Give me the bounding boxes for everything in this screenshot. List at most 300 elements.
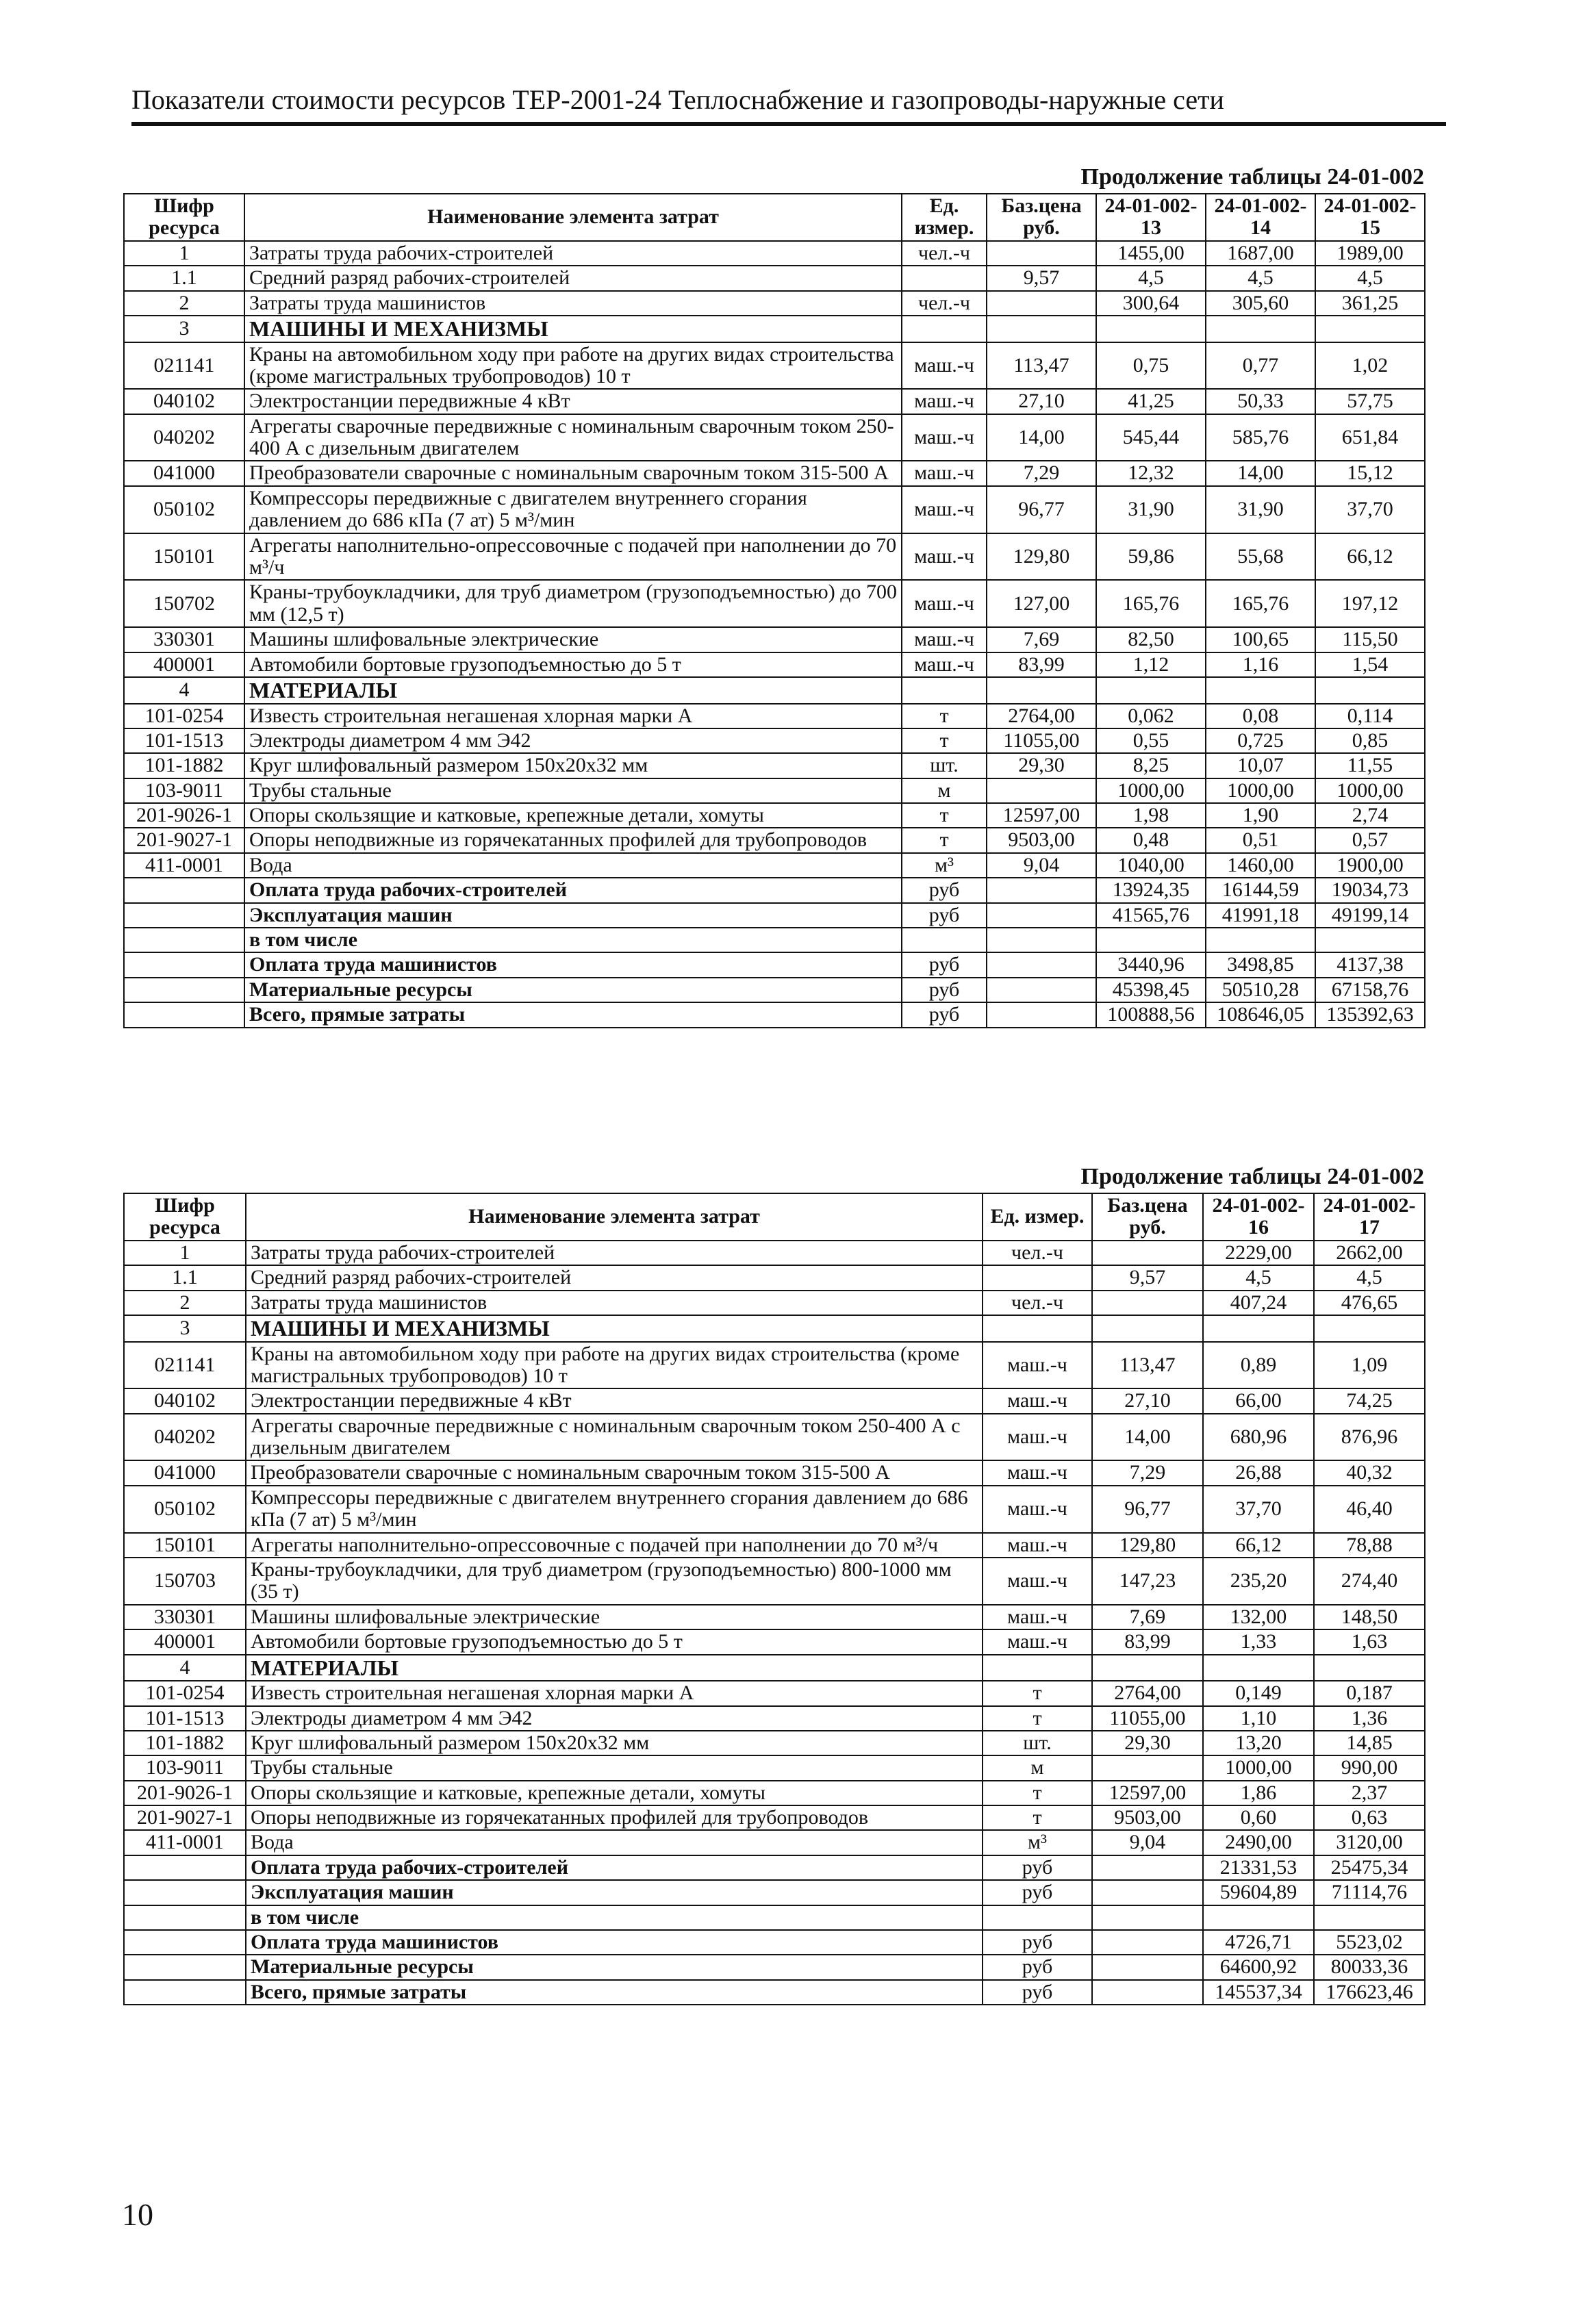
base-price-cell [987,291,1096,316]
value-cell: 176623,46 [1314,1980,1425,2005]
value-cell: 4,5 [1206,266,1315,290]
table-row [124,728,1425,753]
unit-cell [983,1315,1092,1342]
resource-code-cell [124,1955,246,1979]
cost-element-name-cell: Электростанции передвижные 4 кВт [246,1388,983,1413]
table-row [124,291,1425,316]
base-price-cell: 29,30 [1092,1731,1203,1755]
resource-code-cell: 101-0254 [124,704,244,728]
unit-cell: шт. [902,753,987,778]
resource-code-cell: 101-1513 [124,728,244,753]
table-row [124,389,1425,414]
value-cell [1203,1655,1314,1681]
cost-element-name-cell: Машины шлифовальные электрические [244,627,902,652]
value-cell: 78,88 [1314,1533,1425,1558]
value-cell [1315,677,1425,704]
base-price-cell [987,778,1096,803]
cost-element-name-cell: Краны-трубоукладчики, для труб диаметром (грузоподъемностью) 800-1000 мм (35 т) [246,1558,983,1605]
table-row [124,1905,1425,1930]
unit-cell: маш.-ч [983,1558,1092,1605]
resource-code-cell: 150101 [124,1533,246,1558]
table-row [124,1955,1425,1979]
value-cell: 0,55 [1096,728,1206,753]
base-price-cell: 96,77 [1092,1486,1203,1533]
resource-code-cell: 021141 [124,1342,246,1389]
table-row [124,828,1425,852]
unit-cell: чел.-ч [983,1291,1092,1315]
value-cell: 14,00 [1206,461,1315,485]
unit-cell: маш.-ч [902,461,987,485]
table-row [124,978,1425,1002]
base-price-cell: 9503,00 [987,828,1096,852]
value-cell: 59604,89 [1203,1880,1314,1905]
value-cell: 82,50 [1096,627,1206,652]
column-header: 24-01-002-13 [1096,194,1206,241]
cost-element-name-cell: Оплата труда рабочих-строителей [246,1855,983,1880]
base-price-cell [987,316,1096,342]
value-cell: 0,63 [1314,1805,1425,1830]
base-price-cell: 27,10 [987,389,1096,414]
value-cell: 41991,18 [1206,903,1315,928]
value-cell: 1,90 [1206,803,1315,828]
resource-code-cell: 101-1882 [124,1731,246,1755]
value-cell: 37,70 [1203,1486,1314,1533]
resource-code-cell: 4 [124,1655,246,1681]
base-price-cell [987,952,1096,977]
unit-cell: маш.-ч [983,1342,1092,1389]
resource-code-cell [124,1930,246,1955]
unit-cell: руб [983,1930,1092,1955]
resource-code-cell: 040202 [124,1414,246,1461]
table-header-row [124,1193,1425,1241]
page-number: 10 [122,2197,153,2232]
unit-cell: чел.-ч [983,1241,1092,1265]
table-row [124,952,1425,977]
resource-code-cell [124,1002,244,1027]
table-row [124,1388,1425,1413]
table-row [124,1460,1425,1485]
cost-element-name-cell: в том числе [246,1905,983,1930]
value-cell: 3440,96 [1096,952,1206,977]
cost-element-name-cell: Затраты труда рабочих-строителей [244,241,902,266]
unit-cell [902,266,987,290]
value-cell [1206,928,1315,952]
unit-cell: руб [983,1955,1092,1979]
table-row [124,627,1425,652]
table-row [124,803,1425,828]
resource-code-cell: 1.1 [124,1265,246,1290]
value-cell: 0,85 [1315,728,1425,753]
unit-cell: маш.-ч [983,1388,1092,1413]
table1-caption: Продолжение таблицы 24-01-002 [1080,164,1424,190]
value-cell: 680,96 [1203,1414,1314,1461]
base-price-cell: 14,00 [987,414,1096,461]
value-cell: 1455,00 [1096,241,1206,266]
value-cell: 13924,35 [1096,878,1206,902]
value-cell: 57,75 [1315,389,1425,414]
resource-code-cell: 2 [124,1291,246,1315]
table-row [124,1681,1425,1705]
unit-cell: шт. [983,1731,1092,1755]
cost-element-name-cell: Затраты труда рабочих-строителей [246,1241,983,1265]
resource-code-cell: 4 [124,677,244,704]
value-cell: 300,64 [1096,291,1206,316]
unit-cell: т [983,1681,1092,1705]
value-cell: 16144,59 [1206,878,1315,902]
table-row [124,1655,1425,1681]
table-row [124,1342,1425,1389]
cost-element-name-cell: Машины шлифовальные электрические [246,1605,983,1629]
unit-cell: маш.-ч [983,1460,1092,1485]
unit-cell: т [902,828,987,852]
resource-code-cell: 1 [124,241,244,266]
cost-element-name-cell: Круг шлифовальный размером 150х20х32 мм [244,753,902,778]
table-row [124,1414,1425,1461]
resource-code-cell: 400001 [124,652,244,677]
resource-code-cell [124,1855,246,1880]
value-cell [1206,677,1315,704]
cost-element-name-cell: Известь строительная негашеная хлорная марки А [246,1681,983,1705]
value-cell: 0,77 [1206,342,1315,390]
value-cell [1203,1905,1314,1930]
unit-cell: маш.-ч [902,414,987,461]
column-header: Шифр ресурса [124,1193,246,1241]
resource-code-cell: 040202 [124,414,244,461]
value-cell: 0,75 [1096,342,1206,390]
resource-code-cell [124,878,244,902]
cost-element-name-cell: Оплата труда машинистов [246,1930,983,1955]
unit-cell: т [983,1781,1092,1805]
cost-element-name-cell: Всего, прямые затраты [244,1002,902,1027]
value-cell: 0,08 [1206,704,1315,728]
value-cell [1315,928,1425,952]
table-row [124,414,1425,461]
unit-cell: т [983,1706,1092,1731]
value-cell: 31,90 [1096,486,1206,533]
unit-cell: т [983,1805,1092,1830]
base-price-cell: 2764,00 [987,704,1096,728]
cost-table-1 [123,193,1426,1028]
column-header: 24-01-002-16 [1203,1193,1314,1241]
value-cell: 66,12 [1315,533,1425,581]
base-price-cell: 14,00 [1092,1414,1203,1461]
column-header: 24-01-002-17 [1314,1193,1425,1241]
resource-code-cell: 041000 [124,461,244,485]
table-row [124,1533,1425,1558]
resource-code-cell: 103-9011 [124,1755,246,1780]
value-cell: 165,76 [1096,580,1206,627]
base-price-cell [1092,1880,1203,1905]
cost-element-name-cell: Круг шлифовальный размером 150х20х32 мм [246,1731,983,1755]
resource-code-cell: 400001 [124,1629,246,1654]
cost-element-name-cell: Затраты труда машинистов [244,291,902,316]
cost-element-name-cell: Материальные ресурсы [246,1955,983,1979]
value-cell: 13,20 [1203,1731,1314,1755]
value-cell: 876,96 [1314,1414,1425,1461]
value-cell: 1687,00 [1206,241,1315,266]
value-cell: 585,76 [1206,414,1315,461]
table-row [124,1755,1425,1780]
value-cell [1096,677,1206,704]
resource-code-cell [124,1905,246,1930]
resource-code-cell: 201-9026-1 [124,1781,246,1805]
value-cell: 0,51 [1206,828,1315,852]
value-cell: 1000,00 [1203,1755,1314,1780]
table-row [124,1706,1425,1731]
cost-element-name-cell: Затраты труда машинистов [246,1291,983,1315]
value-cell: 1,16 [1206,652,1315,677]
value-cell: 407,24 [1203,1291,1314,1315]
value-cell: 1460,00 [1206,853,1315,878]
resource-code-cell: 150101 [124,533,244,581]
unit-cell: маш.-ч [983,1533,1092,1558]
value-cell: 2490,00 [1203,1830,1314,1855]
page-header: Показатели стоимости ресурсов ТЕР-2001-24 Теплоснабжение и газопроводы-наружные сети [131,81,1446,126]
value-cell: 0,114 [1315,704,1425,728]
base-price-cell: 9503,00 [1092,1805,1203,1830]
table-row [124,1930,1425,1955]
cost-element-name-cell: Краны на автомобильном ходу при работе на других видах строительства (кроме магистральных трубопроводов) 10 т [246,1342,983,1389]
cost-element-name-cell: Оплата труда рабочих-строителей [244,878,902,902]
resource-code-cell [124,903,244,928]
value-cell: 361,25 [1315,291,1425,316]
value-cell: 0,57 [1315,828,1425,852]
cost-element-name-cell: Известь строительная негашеная хлорная марки А [244,704,902,728]
unit-cell: руб [902,1002,987,1027]
resource-code-cell: 101-1513 [124,1706,246,1731]
unit-cell: руб [983,1980,1092,2005]
resource-code-cell: 040102 [124,389,244,414]
value-cell: 12,32 [1096,461,1206,485]
value-cell: 274,40 [1314,1558,1425,1605]
base-price-cell: 7,29 [1092,1460,1203,1485]
value-cell: 41565,76 [1096,903,1206,928]
table-row [124,1629,1425,1654]
value-cell: 67158,76 [1315,978,1425,1002]
unit-cell: чел.-ч [902,241,987,266]
unit-cell: маш.-ч [902,533,987,581]
value-cell: 305,60 [1206,291,1315,316]
base-price-cell [1092,1241,1203,1265]
base-price-cell [987,903,1096,928]
base-price-cell: 7,29 [987,461,1096,485]
cost-element-name-cell: Компрессоры передвижные с двигателем внутреннего сгорания давлением до 686 кПа (7 ат) 5 м³/мин [244,486,902,533]
table-row [124,1265,1425,1290]
cost-element-name-cell: Краны на автомобильном ходу при работе на других видах строительства (кроме магистральных трубопроводов) 10 т [244,342,902,390]
value-cell: 37,70 [1315,486,1425,533]
table-row [124,652,1425,677]
base-price-cell: 12597,00 [987,803,1096,828]
base-price-cell [987,928,1096,952]
table-header-row [124,194,1425,241]
value-cell: 71114,76 [1314,1880,1425,1905]
table-row [124,1291,1425,1315]
value-cell [1096,928,1206,952]
value-cell: 1000,00 [1096,778,1206,803]
table-row [124,533,1425,581]
value-cell: 66,12 [1203,1533,1314,1558]
resource-code-cell: 103-9011 [124,778,244,803]
unit-cell: м³ [902,853,987,878]
value-cell: 0,48 [1096,828,1206,852]
column-header: Наименование элемента затрат [244,194,902,241]
unit-cell: маш.-ч [983,1629,1092,1654]
value-cell: 4726,71 [1203,1930,1314,1955]
cost-element-name-cell: Вода [246,1830,983,1855]
resource-code-cell: 411-0001 [124,1830,246,1855]
unit-cell [902,677,987,704]
value-cell: 990,00 [1314,1755,1425,1780]
value-cell [1314,1655,1425,1681]
base-price-cell: 129,80 [1092,1533,1203,1558]
resource-code-cell [124,978,244,1002]
value-cell: 19034,73 [1315,878,1425,902]
unit-cell: т [902,704,987,728]
value-cell: 132,00 [1203,1605,1314,1629]
cost-element-name-cell: Опоры неподвижные из горячекатанных профилей для трубопроводов [246,1805,983,1830]
unit-cell: чел.-ч [902,291,987,316]
cost-element-name-cell: Всего, прямые затраты [246,1980,983,2005]
value-cell: 1040,00 [1096,853,1206,878]
unit-cell: маш.-ч [983,1486,1092,1533]
resource-code-cell: 150703 [124,1558,246,1605]
unit-cell: маш.-ч [902,486,987,533]
table-row [124,1605,1425,1629]
value-cell [1096,316,1206,342]
value-cell: 59,86 [1096,533,1206,581]
cost-element-name-cell: Опоры скользящие и катковые, крепежные детали, хомуты [244,803,902,828]
unit-cell [983,1265,1092,1290]
unit-cell: т [902,728,987,753]
table-row [124,853,1425,878]
value-cell: 145537,34 [1203,1980,1314,2005]
value-cell: 4,5 [1315,266,1425,290]
table-row [124,878,1425,902]
table-row [124,1880,1425,1905]
table-row [124,1315,1425,1342]
unit-cell: м [983,1755,1092,1780]
base-price-cell: 147,23 [1092,1558,1203,1605]
value-cell: 41,25 [1096,389,1206,414]
base-price-cell: 129,80 [987,533,1096,581]
unit-cell: маш.-ч [902,342,987,390]
unit-cell: маш.-ч [983,1605,1092,1629]
value-cell: 1,33 [1203,1629,1314,1654]
resource-code-cell: 150702 [124,580,244,627]
value-cell: 100888,56 [1096,1002,1206,1027]
cost-element-name-cell: Оплата труда машинистов [244,952,902,977]
base-price-cell [1092,1905,1203,1930]
value-cell [1314,1315,1425,1342]
value-cell: 0,725 [1206,728,1315,753]
value-cell: 46,40 [1314,1486,1425,1533]
cost-element-name-cell: Преобразователи сварочные с номинальным сварочным током 315-500 А [244,461,902,485]
value-cell: 0,187 [1314,1681,1425,1705]
table-row [124,1855,1425,1880]
column-header: Ед. измер. [983,1193,1092,1241]
value-cell: 2,37 [1314,1781,1425,1805]
resource-code-cell: 201-9027-1 [124,1805,246,1830]
unit-cell [983,1905,1092,1930]
value-cell [1314,1905,1425,1930]
value-cell: 1,36 [1314,1706,1425,1731]
base-price-cell: 96,77 [987,486,1096,533]
table-body [124,241,1425,1028]
value-cell: 4137,38 [1315,952,1425,977]
value-cell: 1,09 [1314,1342,1425,1389]
table-row [124,241,1425,266]
cost-element-name-cell: Опоры неподвижные из горячекатанных профилей для трубопроводов [244,828,902,852]
base-price-cell [1092,1291,1203,1315]
cost-element-name-cell: Трубы стальные [244,778,902,803]
resource-code-cell: 201-9026-1 [124,803,244,828]
table-row [124,704,1425,728]
value-cell: 31,90 [1206,486,1315,533]
value-cell: 80033,36 [1314,1955,1425,1979]
table-row [124,778,1425,803]
table-row [124,1002,1425,1027]
resource-code-cell: 040102 [124,1388,246,1413]
table-row [124,1781,1425,1805]
base-price-cell: 9,57 [987,266,1096,290]
base-price-cell [1092,1930,1203,1955]
value-cell: 45398,45 [1096,978,1206,1002]
value-cell: 25475,34 [1314,1855,1425,1880]
value-cell: 40,32 [1314,1460,1425,1485]
base-price-cell: 127,00 [987,580,1096,627]
table-row [124,461,1425,485]
value-cell: 14,85 [1314,1731,1425,1755]
cost-element-name-cell: Эксплуатация машин [244,903,902,928]
value-cell: 1000,00 [1206,778,1315,803]
resource-code-cell [124,952,244,977]
base-price-cell: 113,47 [1092,1342,1203,1389]
value-cell: 3120,00 [1314,1830,1425,1855]
cost-element-name-cell: Преобразователи сварочные с номинальным сварочным током 315-500 А [246,1460,983,1485]
resource-code-cell [124,928,244,952]
table-body [124,1241,1425,2005]
cost-element-name-cell: Агрегаты сварочные передвижные с номинальным сварочным током 250-400 А с дизельным двигателем [246,1414,983,1461]
cost-element-name-cell: в том числе [244,928,902,952]
cost-element-name-cell: Агрегаты сварочные передвижные с номинальным сварочным током 250-400 А с дизельным двигателем [244,414,902,461]
column-header: 24-01-002-14 [1206,194,1315,241]
cost-element-name-cell: Опоры скользящие и катковые, крепежные детали, хомуты [246,1781,983,1805]
base-price-cell [1092,1315,1203,1342]
table-row [124,342,1425,390]
resource-code-cell: 101-1882 [124,753,244,778]
base-price-cell [987,241,1096,266]
column-header: Ед. измер. [902,194,987,241]
unit-cell: маш.-ч [902,627,987,652]
cost-element-name-cell: Компрессоры передвижные с двигателем внутреннего сгорания давлением до 686 кПа (7 ат) 5 м³/мин [246,1486,983,1533]
base-price-cell [987,878,1096,902]
column-header: Баз.цена руб. [987,194,1096,241]
value-cell: 1900,00 [1315,853,1425,878]
table-row [124,677,1425,704]
value-cell: 165,76 [1206,580,1315,627]
unit-cell: руб [902,952,987,977]
resource-code-cell: 2 [124,291,244,316]
value-cell: 4,5 [1203,1265,1314,1290]
value-cell: 15,12 [1315,461,1425,485]
value-cell [1315,316,1425,342]
resource-code-cell: 1 [124,1241,246,1265]
value-cell: 5523,02 [1314,1930,1425,1955]
resource-code-cell: 201-9027-1 [124,828,244,852]
resource-code-cell: 101-0254 [124,1681,246,1705]
resource-code-cell: 021141 [124,342,244,390]
unit-cell: руб [902,903,987,928]
